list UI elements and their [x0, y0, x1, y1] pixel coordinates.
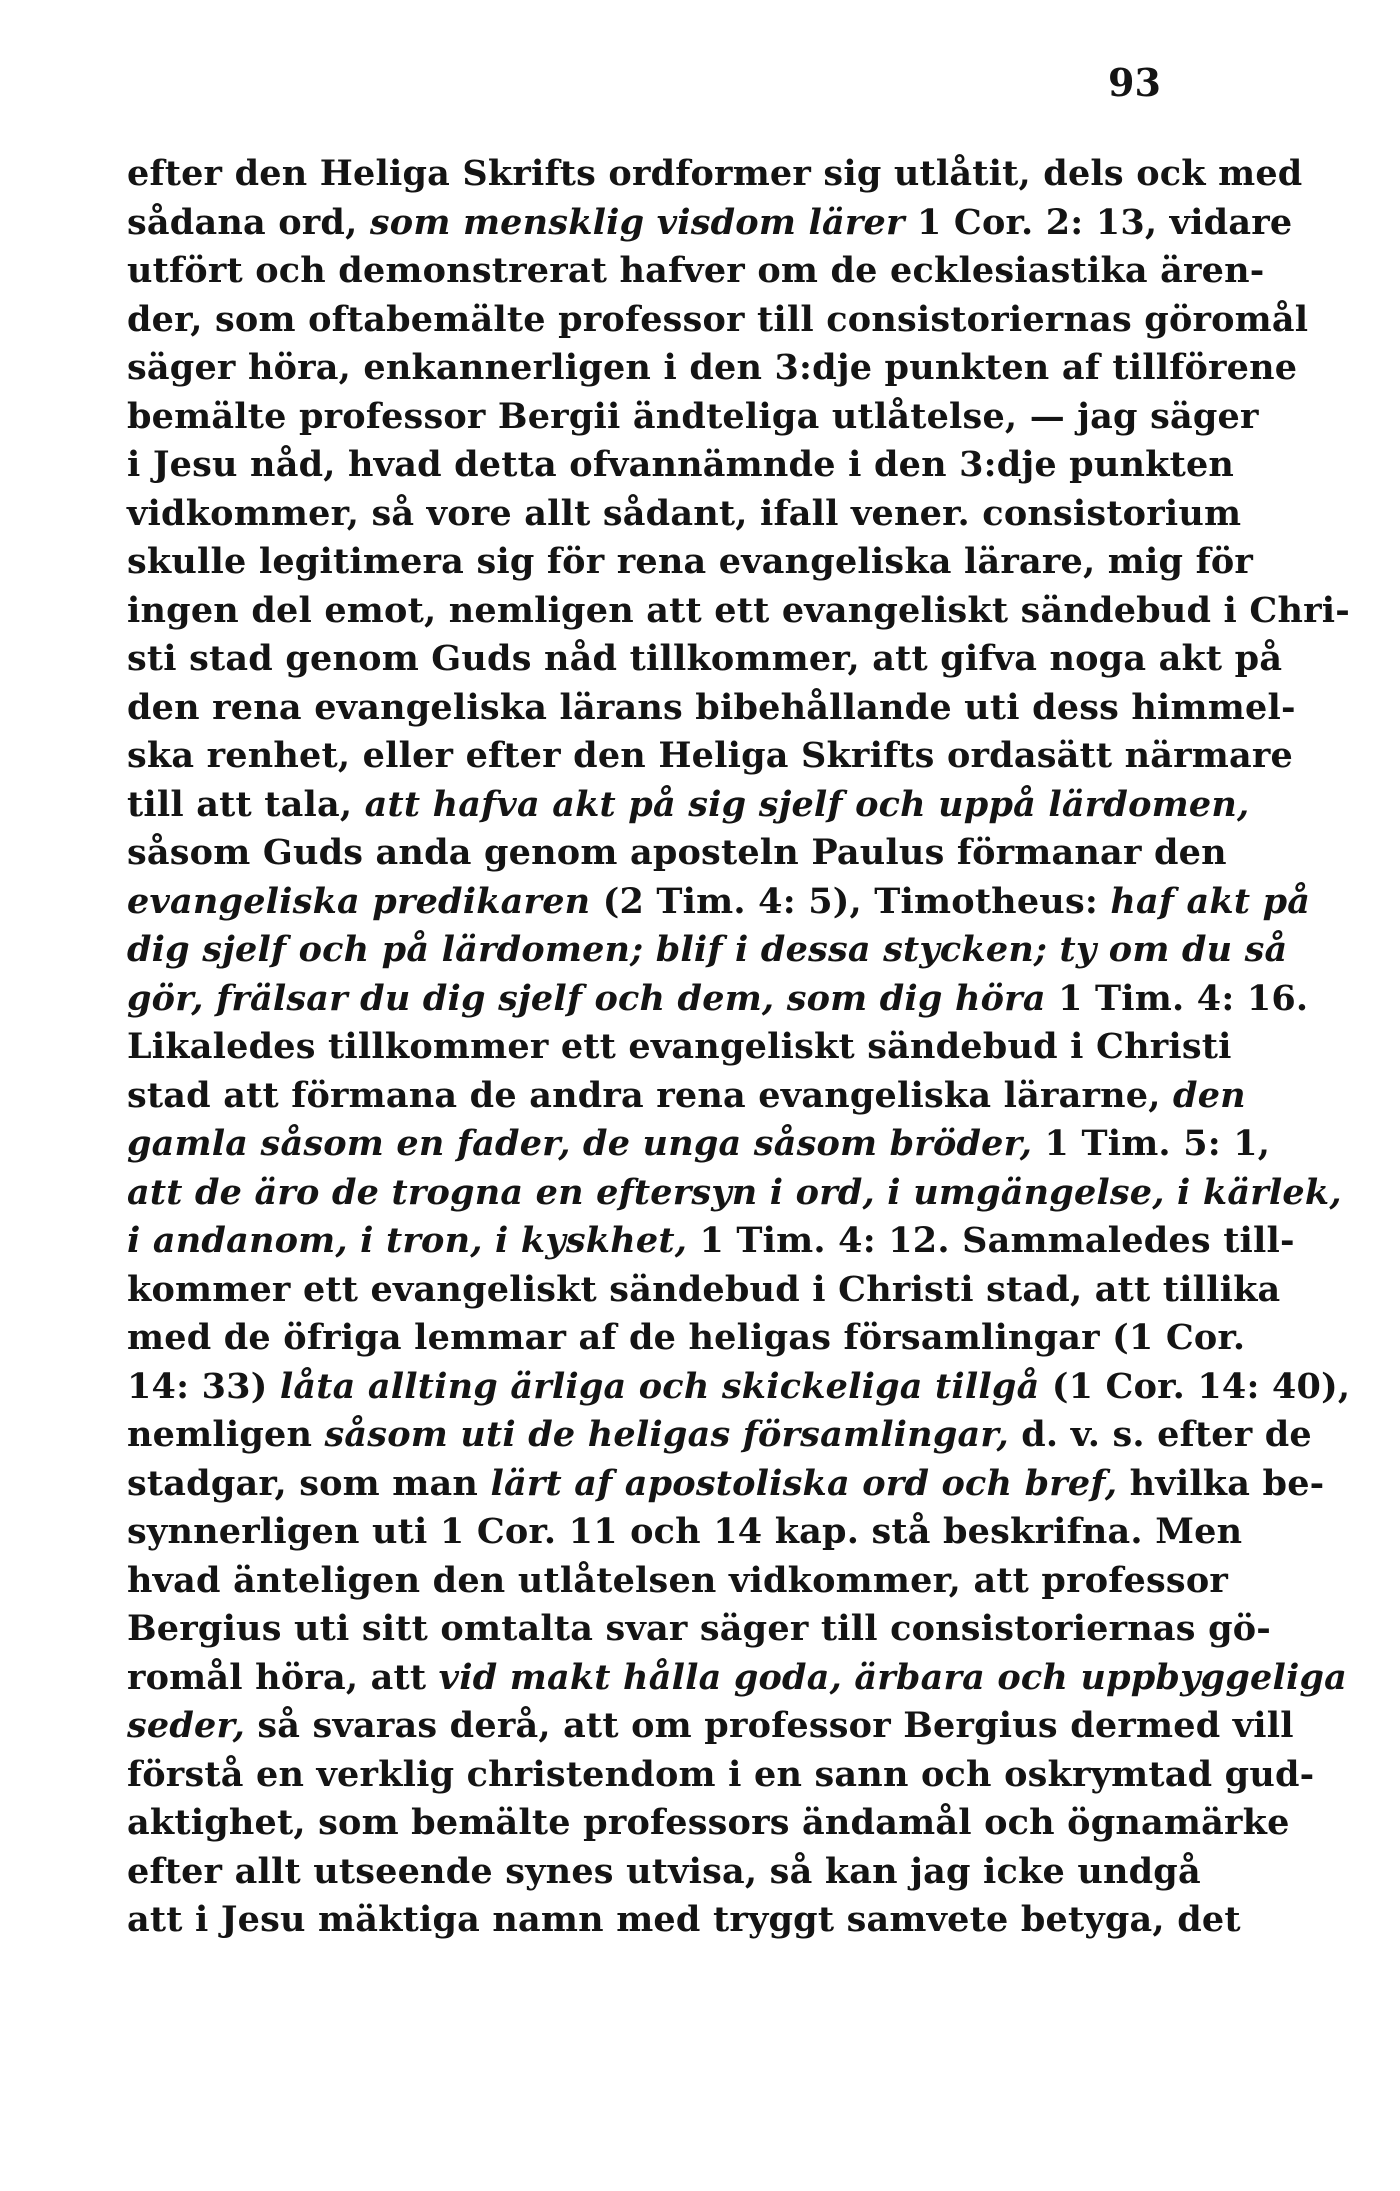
text-line: Bergius uti sitt omtalta svar säger till consistoriernas gö- — [127, 1608, 1272, 1649]
page-number: 93 — [1108, 60, 1161, 105]
roman-segment: stadgar, som man — [127, 1462, 491, 1504]
text-line — [127, 975, 1309, 1024]
italic-segment: haf akt på — [1110, 880, 1311, 922]
italic-segment: som mensklig visdom lärer — [369, 201, 905, 243]
text-line: förstå en verklig christendom i en sann och oskrymtad gud- — [127, 1753, 1315, 1795]
text-line — [127, 1072, 1246, 1121]
text-line: såsom Guds anda genom aposteln Paulus förmanar den — [127, 832, 1227, 873]
italic-segment: den — [1173, 1074, 1246, 1116]
text-line — [127, 926, 1288, 975]
roman-segment: 1 Tim. 4: 16. — [1045, 977, 1309, 1019]
italic-segment: lärt af apostoliska ord och bref, — [490, 1462, 1118, 1504]
text-line: med de öfriga lemmar af de heligas församlingar (1 Cor. — [127, 1317, 1246, 1358]
text-line — [127, 781, 1250, 830]
text-line: bemälte professor Bergii ändteliga utlåtelse, — jag säger — [127, 395, 1259, 437]
italic-segment: låta allting ärliga och skickeliga tillgå — [279, 1365, 1040, 1407]
text-line: kommer ett evangeliskt sändebud i Christi stad, att tillika — [127, 1268, 1281, 1310]
italic-segment: i andanom, i tron, i kyskhet, — [127, 1220, 688, 1261]
italic-segment: seder, — [127, 1705, 245, 1746]
roman-segment: (2 Tim. 4: 5), Timotheus: — [590, 880, 1111, 922]
text-line: utfört och demonstrerat hafver om de ecklesiastika ären- — [127, 250, 1265, 291]
text-line: aktighet, som bemälte professors ändamål och ögnamärke — [127, 1802, 1290, 1843]
text-line: vidkommer, så vore allt sådant, ifall vener. consistorium — [127, 492, 1242, 534]
text-line — [127, 1411, 1312, 1460]
text-line: der, som oftabemälte professor till consistoriernas göromål — [127, 298, 1309, 340]
roman-segment: till att tala, — [127, 783, 365, 825]
italic-segment: att de äro de trogna en eftersyn i ord, i umgängelse, i kärlek, — [127, 1171, 1342, 1213]
italic-segment: att hafva akt på sig sjelf och uppå lärdomen, — [364, 783, 1250, 825]
text-line: Likaledes tillkommer ett evangeliskt sändebud i Christi — [127, 1026, 1232, 1067]
text-line — [127, 1654, 1347, 1703]
text-line — [127, 1460, 1325, 1509]
text-line — [127, 1363, 1351, 1412]
roman-segment: 1 Tim. 5: 1, — [1032, 1123, 1271, 1164]
roman-segment: stad att förmana de andra rena evangeliska lärarne, — [127, 1074, 1174, 1116]
text-line: att i Jesu mäktiga namn med tryggt samvete betyga, det — [127, 1899, 1241, 1940]
text-line: skulle legitimera sig för rena evangeliska lärare, mig för — [127, 541, 1254, 582]
roman-segment: hvilka be- — [1117, 1462, 1325, 1504]
text-line: efter den Heliga Skrifts ordformer sig utlåtit, dels ock med — [127, 153, 1303, 194]
italic-segment: gör, frälsar du dig sjelf och dem, som dig höra — [127, 977, 1046, 1019]
text-line: i Jesu nåd, hvad detta ofvannämnde i den 3:dje punkten — [127, 444, 1235, 485]
roman-segment: 14: 33) — [127, 1365, 280, 1407]
italic-segment: vid makt hålla goda, ärbara och uppbyggeliga — [438, 1656, 1347, 1698]
text-line — [127, 199, 1293, 248]
roman-segment: sådana ord, — [127, 201, 370, 243]
text-line: den rena evangeliska lärans bibehållande uti dess himmel- — [127, 686, 1296, 728]
text-line — [127, 1169, 1342, 1218]
text-line — [127, 878, 1311, 927]
roman-segment: nemligen — [127, 1414, 325, 1455]
text-line: hvad änteligen den utlåtelsen vidkommer, att professor — [127, 1559, 1229, 1601]
text-line: efter allt utseende synes utvisa, så kan jag icke undgå — [127, 1850, 1201, 1892]
roman-segment: så svaras derå, att om professor Bergius dermed vill — [245, 1705, 1294, 1746]
italic-segment: evangeliska predikaren — [127, 880, 591, 922]
text-line: ingen del emot, nemligen att ett evangeliskt sändebud i Chri- — [127, 589, 1350, 631]
text-line: synnerligen uti 1 Cor. 11 och 14 kap. stå beskrifna. Men — [127, 1511, 1243, 1552]
roman-segment: d. v. s. efter de — [1008, 1414, 1312, 1455]
text-line — [127, 1120, 1271, 1169]
italic-segment: gamla såsom en fader, de unga såsom bröder, — [127, 1123, 1033, 1164]
text-line: sti stad genom Guds nåd tillkommer, att gifva noga akt på — [127, 638, 1283, 679]
roman-segment: 1 Cor. 2: 13, vidare — [904, 201, 1293, 243]
text-line — [127, 1217, 1295, 1266]
roman-segment: romål höra, att — [127, 1656, 439, 1698]
text-line: ska renhet, eller efter den Heliga Skrifts ordasätt närmare — [127, 735, 1293, 776]
italic-segment: såsom uti de heligas församlingar, — [324, 1414, 1009, 1455]
page-text — [127, 150, 1351, 1945]
text-line: säger höra, enkannerligen i den 3:dje punkten af tillförene — [127, 347, 1298, 388]
italic-segment: dig sjelf och på lärdomen; blif i dessa stycken; ty om du så — [127, 929, 1288, 970]
roman-segment: (1 Cor. 14: 40), — [1039, 1365, 1351, 1407]
roman-segment: 1 Tim. 4: 12. Sammaledes till- — [687, 1220, 1295, 1261]
text-line — [127, 1702, 1294, 1751]
